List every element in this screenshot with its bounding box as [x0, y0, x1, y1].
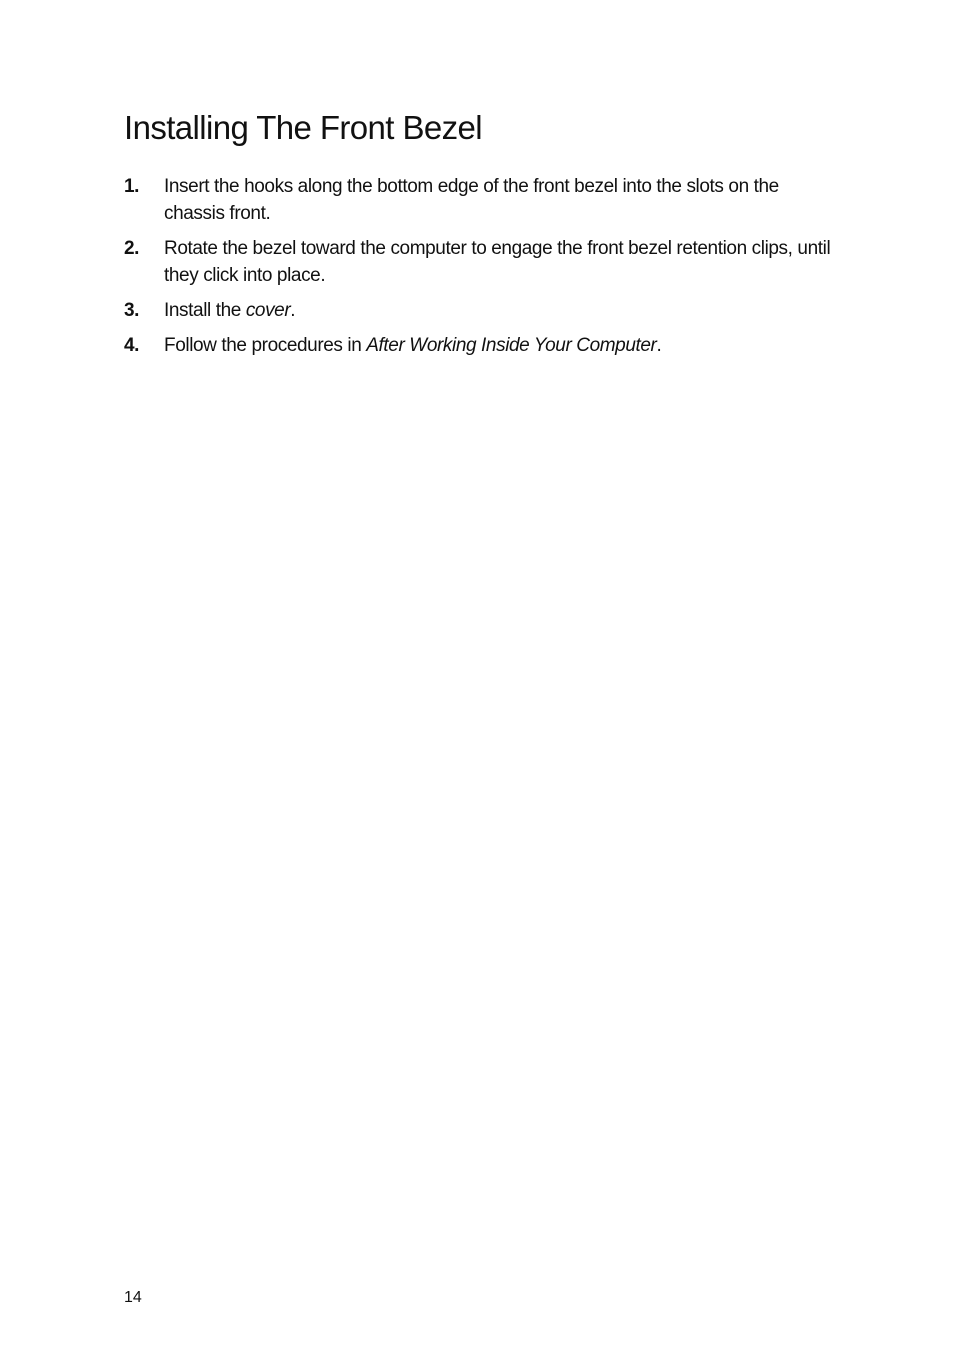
cover-reference-link[interactable]: cover	[245, 300, 291, 321]
step-text	[164, 332, 836, 359]
step-text-suffix: .	[656, 335, 662, 356]
step-text: Insert the hooks along the bottom edge of the front bezel into the slots on the chassis front.	[164, 176, 779, 224]
step-item-2	[124, 235, 836, 289]
page-title: Installing The Front Bezel	[124, 109, 482, 146]
procedure-steps	[124, 173, 836, 367]
step-text-prefix: Install the	[164, 300, 246, 321]
page-number: 14	[124, 1289, 142, 1306]
step-item-4	[124, 332, 836, 359]
step-number: 4.	[124, 335, 139, 356]
step-text-prefix: Follow the procedures in	[164, 335, 367, 356]
step-number: 2.	[124, 238, 139, 259]
step-text: Rotate the bezel toward the computer to engage the front bezel retention clips, until they click into place.	[164, 238, 831, 286]
step-item-3	[124, 297, 836, 324]
step-text	[164, 297, 836, 324]
after-working-reference-link[interactable]: After Working Inside Your Computer	[366, 335, 657, 356]
step-number: 1.	[124, 176, 139, 197]
step-text-suffix: .	[290, 300, 296, 321]
step-item-1	[124, 173, 836, 227]
step-number: 3.	[124, 300, 139, 321]
